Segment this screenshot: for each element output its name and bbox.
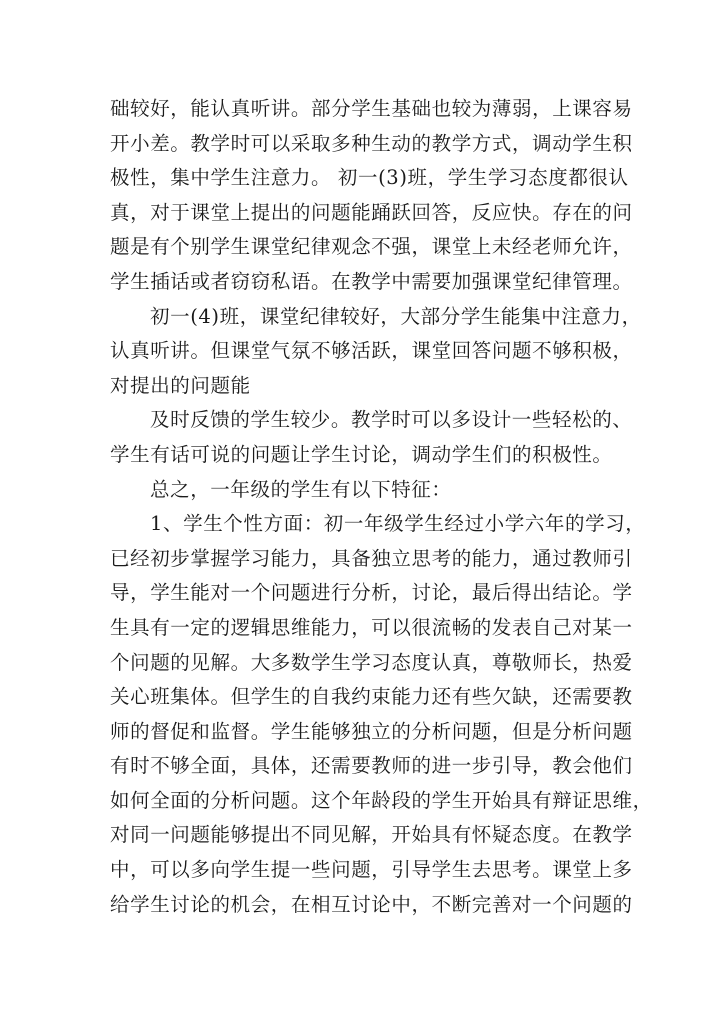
text-line: 对同一问题能够提出不同见解，开始具有怀疑态度。在教学 xyxy=(110,823,633,847)
text-line: 础较好，能认真听讲。部分学生基础也较为薄弱，上课容易 xyxy=(110,97,633,120)
text-line: 师的督促和监督。学生能够独立的分析问题，但是分析问题 xyxy=(110,719,633,743)
body-text xyxy=(110,92,653,922)
text-line: 个问题的见解。大多数学生学习态度认真，尊敬师长，热爱 xyxy=(110,650,633,674)
text-line: 中，可以多向学生提一些问题，引导学生去思考。课堂上多 xyxy=(110,858,633,882)
text-line: 生具有一定的逻辑思维能力，可以很流畅的发表自己对某一 xyxy=(110,615,633,639)
text-line: 认真听讲。但课堂气氛不够活跃，课堂回答问题不够积极， xyxy=(110,339,633,363)
text-line: 题是有个别学生课堂纪律观念不强，课堂上未经老师允许， xyxy=(110,235,633,259)
text-line: 开小差。教学时可以采取多种生动的教学方式，调动学生积 xyxy=(110,131,633,155)
text-line: 已经初步掌握学习能力，具备独立思考的能力，通过教师引 xyxy=(110,546,633,570)
text-line: 真，对于课堂上提出的问题能踊跃回答，反应快。存在的问 xyxy=(110,200,633,224)
text-line: 如何全面的分析问题。这个年龄段的学生开始具有辩证思维， xyxy=(110,788,653,812)
text-line: 及时反馈的学生较少。教学时可以多设计一些轻松的、 xyxy=(150,408,633,432)
text-line: 学生插话或者窃窃私语。在教学中需要加强课堂纪律管理。 xyxy=(110,269,633,293)
text-line: 学生有话可说的问题让学生讨论，调动学生们的积极性。 xyxy=(110,442,613,466)
text-line: 极性，集中学生注意力。 初一(3)班，学生学习态度都很认 xyxy=(110,166,629,190)
text-line: 对提出的问题能 xyxy=(110,373,251,397)
text-line: 初一(4)班，课堂纪律较好，大部分学生能集中注意力， xyxy=(150,304,642,328)
text-line: 关心班集体。但学生的自我约束能力还有些欠缺，还需要教 xyxy=(110,685,633,709)
text-line: 有时不够全面，具体，还需要教师的进一步引导，教会他们 xyxy=(110,754,633,778)
text-line: 总之，一年级的学生有以下特征： xyxy=(150,477,452,501)
text-line: 1、学生个性方面：初一年级学生经过小学六年的学习， xyxy=(150,512,646,536)
text-line: 给学生讨论的机会，在相互讨论中，不断完善对一个问题的 xyxy=(110,892,633,916)
text-line: 导，学生能对一个问题进行分析，讨论，最后得出结论。学 xyxy=(110,581,633,605)
